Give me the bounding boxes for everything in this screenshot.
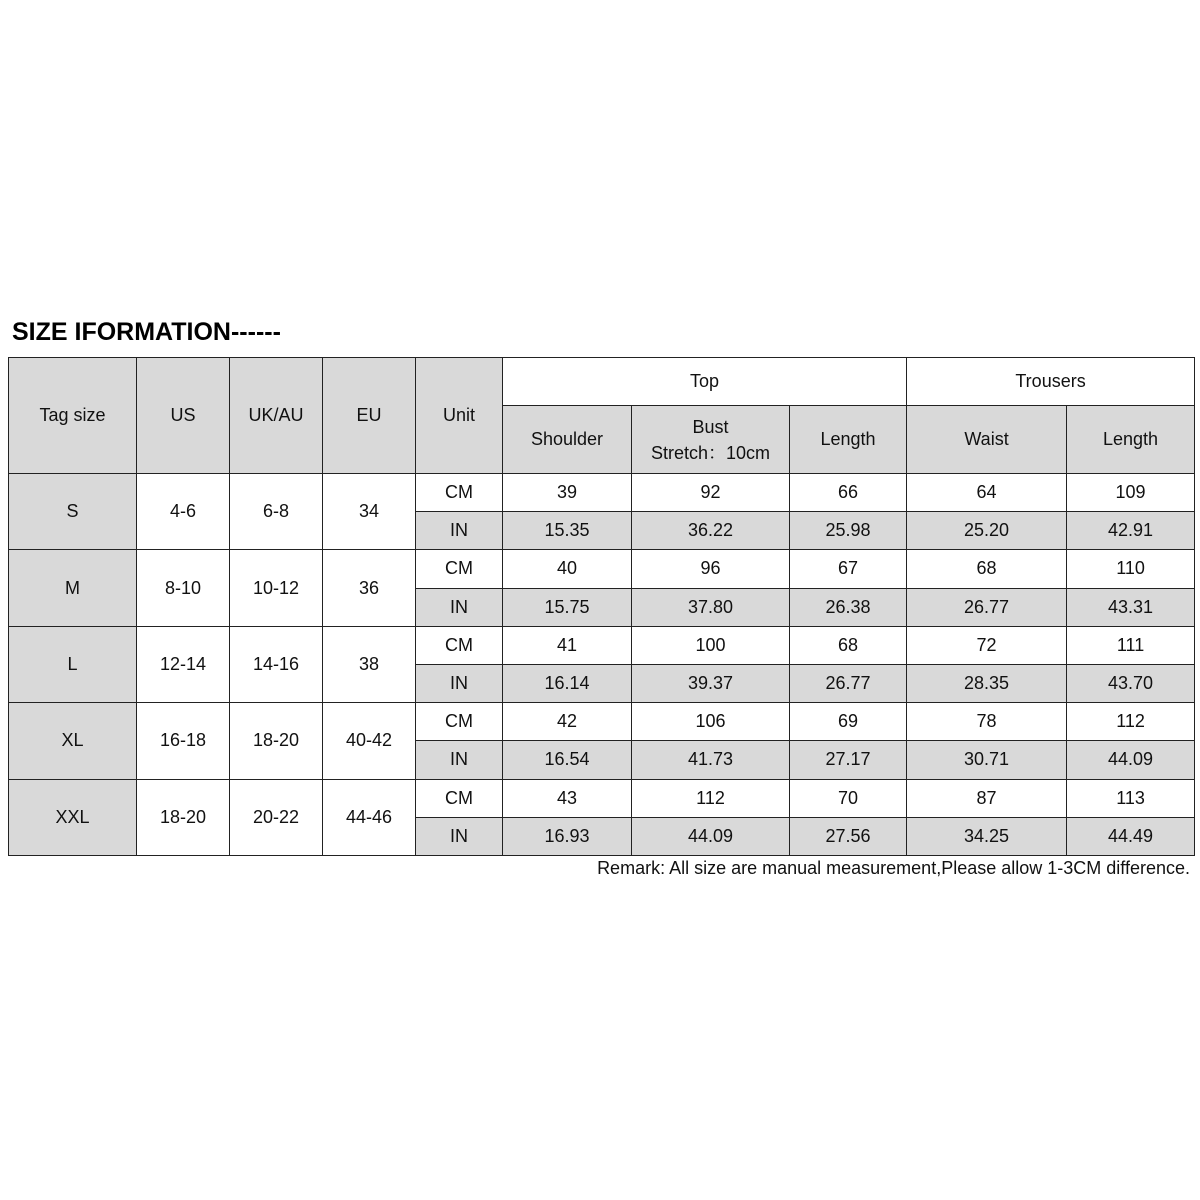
waist-cell: 72 xyxy=(907,626,1067,664)
waist-cell: 87 xyxy=(907,779,1067,817)
waist-cell: 34.25 xyxy=(907,817,1067,855)
shoulder-cell: 42 xyxy=(503,703,632,741)
top-length-cell: 25.98 xyxy=(790,512,907,550)
ukau-cell: 6-8 xyxy=(230,474,323,550)
top-length-cell: 27.56 xyxy=(790,817,907,855)
waist-cell: 26.77 xyxy=(907,588,1067,626)
shoulder-cell: 41 xyxy=(503,626,632,664)
top-length-cell: 26.77 xyxy=(790,664,907,702)
ukau-cell: 14-16 xyxy=(230,626,323,702)
table-row xyxy=(9,779,1195,817)
trousers-length-cell: 113 xyxy=(1067,779,1195,817)
waist-cell: 30.71 xyxy=(907,741,1067,779)
ukau-cell: 20-22 xyxy=(230,779,323,856)
unit-cell: IN xyxy=(416,817,503,855)
eu-cell: 36 xyxy=(323,550,416,626)
waist-cell: 78 xyxy=(907,703,1067,741)
top-length-cell: 27.17 xyxy=(790,741,907,779)
tag-size-cell: M xyxy=(9,550,137,626)
unit-cell: CM xyxy=(416,550,503,588)
page-title: SIZE IFORMATION------ xyxy=(12,318,281,346)
header-bust-label: Bust xyxy=(692,416,729,437)
table-row xyxy=(9,474,1195,512)
tag-size-cell: XL xyxy=(9,703,137,779)
waist-cell: 68 xyxy=(907,550,1067,588)
shoulder-cell: 16.93 xyxy=(503,817,632,855)
shoulder-cell: 40 xyxy=(503,550,632,588)
tag-size-cell: XXL xyxy=(9,779,137,856)
shoulder-cell: 15.75 xyxy=(503,588,632,626)
waist-cell: 25.20 xyxy=(907,512,1067,550)
top-length-cell: 66 xyxy=(790,474,907,512)
unit-cell: IN xyxy=(416,512,503,550)
header-shoulder: Shoulder xyxy=(503,406,632,474)
bust-cell: 112 xyxy=(632,779,790,817)
trousers-length-cell: 44.49 xyxy=(1067,817,1195,855)
us-cell: 16-18 xyxy=(137,703,230,779)
us-cell: 18-20 xyxy=(137,779,230,856)
header-unit: Unit xyxy=(416,358,503,474)
header-tag-size: Tag size xyxy=(9,358,137,474)
eu-cell: 40-42 xyxy=(323,703,416,779)
header-eu: EU xyxy=(323,358,416,474)
bust-cell: 106 xyxy=(632,703,790,741)
trousers-length-cell: 44.09 xyxy=(1067,741,1195,779)
bust-cell: 41.73 xyxy=(632,741,790,779)
shoulder-cell: 16.14 xyxy=(503,664,632,702)
trousers-length-cell: 111 xyxy=(1067,626,1195,664)
header-bust-stretch: Stretch：10cm xyxy=(650,442,771,463)
top-length-cell: 70 xyxy=(790,779,907,817)
unit-cell: IN xyxy=(416,664,503,702)
bust-cell: 96 xyxy=(632,550,790,588)
bust-cell: 37.80 xyxy=(632,588,790,626)
trousers-length-cell: 43.31 xyxy=(1067,588,1195,626)
unit-cell: IN xyxy=(416,588,503,626)
trousers-length-cell: 109 xyxy=(1067,474,1195,512)
top-length-cell: 68 xyxy=(790,626,907,664)
size-chart-table xyxy=(8,357,1195,856)
shoulder-cell: 43 xyxy=(503,779,632,817)
table-row xyxy=(9,626,1195,664)
header-trousers-length: Length xyxy=(1067,406,1195,474)
bust-cell: 92 xyxy=(632,474,790,512)
ukau-cell: 10-12 xyxy=(230,550,323,626)
shoulder-cell: 15.35 xyxy=(503,512,632,550)
us-cell: 12-14 xyxy=(137,626,230,702)
bust-cell: 100 xyxy=(632,626,790,664)
header-top-length: Length xyxy=(790,406,907,474)
trousers-length-cell: 43.70 xyxy=(1067,664,1195,702)
top-length-cell: 69 xyxy=(790,703,907,741)
header-trousers: Trousers xyxy=(907,358,1195,406)
unit-cell: CM xyxy=(416,474,503,512)
header-waist: Waist xyxy=(907,406,1067,474)
eu-cell: 44-46 xyxy=(323,779,416,856)
shoulder-cell: 39 xyxy=(503,474,632,512)
trousers-length-cell: 110 xyxy=(1067,550,1195,588)
eu-cell: 34 xyxy=(323,474,416,550)
trousers-length-cell: 112 xyxy=(1067,703,1195,741)
remark-note: Remark: All size are manual measurement,Please allow 1-3CM difference. xyxy=(597,858,1190,878)
header-bust xyxy=(632,406,790,474)
header-top: Top xyxy=(503,358,907,406)
table-row xyxy=(9,550,1195,588)
waist-cell: 28.35 xyxy=(907,664,1067,702)
header-uk-au: UK/AU xyxy=(230,358,323,474)
shoulder-cell: 16.54 xyxy=(503,741,632,779)
us-cell: 4-6 xyxy=(137,474,230,550)
header-us: US xyxy=(137,358,230,474)
tag-size-cell: L xyxy=(9,626,137,702)
bust-cell: 44.09 xyxy=(632,817,790,855)
ukau-cell: 18-20 xyxy=(230,703,323,779)
bust-cell: 36.22 xyxy=(632,512,790,550)
bust-cell: 39.37 xyxy=(632,664,790,702)
unit-cell: CM xyxy=(416,703,503,741)
tag-size-cell: S xyxy=(9,474,137,550)
eu-cell: 38 xyxy=(323,626,416,702)
table-row xyxy=(9,703,1195,741)
unit-cell: IN xyxy=(416,741,503,779)
unit-cell: CM xyxy=(416,779,503,817)
top-length-cell: 26.38 xyxy=(790,588,907,626)
unit-cell: CM xyxy=(416,626,503,664)
trousers-length-cell: 42.91 xyxy=(1067,512,1195,550)
top-length-cell: 67 xyxy=(790,550,907,588)
waist-cell: 64 xyxy=(907,474,1067,512)
us-cell: 8-10 xyxy=(137,550,230,626)
